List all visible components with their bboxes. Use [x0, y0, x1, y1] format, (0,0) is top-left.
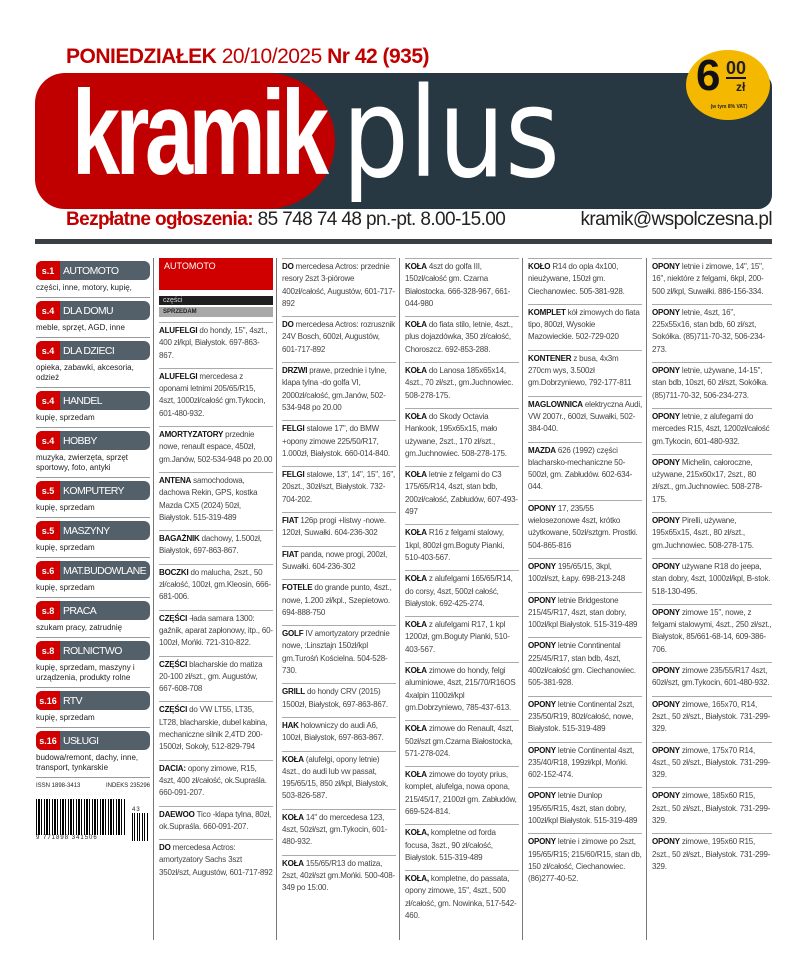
category-label: PRACA	[63, 604, 97, 617]
page-number: s.8	[36, 641, 60, 660]
ad-text: przednie nowe, renault espace, 450zł, gm.Janów, 502-534-948 po 20.00	[159, 430, 273, 464]
category-description: budowa/remont, dachy, inne, transport, tynkarskie	[36, 753, 139, 772]
classified-ad	[528, 558, 642, 592]
barcode-addon-bars	[132, 813, 148, 841]
ad-keyword: KOŁA	[405, 411, 427, 421]
ad-keyword: ANTENA	[159, 475, 192, 485]
classified-ad	[159, 322, 273, 368]
page-number: s.5	[36, 481, 60, 500]
page-number: s.5	[36, 521, 60, 540]
ad-keyword: KOŁA	[282, 812, 304, 822]
sidebar-item-usługi[interactable]	[36, 728, 150, 778]
ad-keyword: DAEWOO	[159, 809, 195, 819]
issn: ISSN 1898-3413	[36, 783, 81, 789]
ad-keyword: OPONY	[652, 516, 680, 526]
ad-text: zimowe, 165x70, R14, 2szt., 50 zł/szt., Białystok. 731-299-329.	[652, 699, 771, 734]
ad-text: do fiata stilo, letnie, 4szt., plus dojazdówka, 350 zł/całość, Choroszcz. 692-853-288.	[405, 320, 513, 354]
ad-keyword: DO	[282, 262, 294, 271]
ad-keyword: BAGAŻNIK	[159, 534, 200, 544]
barcode-number: 9 771898 341506	[36, 835, 98, 841]
category-description: kupię, sprzedam	[36, 503, 95, 512]
ad-text: (alufelgi, opony letnie) 4szt., do audi lub vw passat, 195/65/15, 850 zł/kpl, Białystok, 503-826-587.	[282, 754, 388, 801]
ad-text: używane R18 do jeepa, stan dobry, 4szt, 1000zł/kpl, B-stok. 518-130-495.	[652, 561, 771, 596]
sidebar-item-mat-budowlane[interactable]	[36, 558, 150, 598]
price-badge	[686, 50, 770, 120]
classified-ad	[405, 408, 519, 466]
classified-ad	[528, 500, 642, 558]
ad-keyword: CZĘŚCI	[159, 613, 188, 623]
ad-text: blacharskie do matiza 20-100 zł/szt., gm. Augustów, 667-608-708	[159, 659, 263, 694]
ads-column	[646, 258, 772, 940]
ad-keyword: KOŁA,	[405, 828, 429, 838]
category-label: HOBBY	[63, 434, 97, 447]
ad-keyword: ALUFELGI	[159, 371, 198, 381]
category-header[interactable]	[36, 691, 150, 710]
page-number: s.8	[36, 601, 60, 620]
sidebar-item-handel[interactable]	[36, 388, 150, 428]
ad-text: Pirelli, używane, 195x65x15, 4szt., 80 zł/szt., gm.Juchnowiec. 508-278-175.	[652, 516, 754, 550]
classified-ad	[159, 530, 273, 564]
ad-text: mercedesa Actros: przednie resory 2szt 3-piórowe 400zł/całość, Augustów, 601-717-892	[282, 262, 395, 308]
ad-keyword: OPONY	[528, 791, 556, 801]
classified-ad	[405, 824, 519, 870]
ads-column	[399, 258, 519, 940]
ad-keyword: GRILL	[282, 687, 305, 697]
page-number: s.4	[36, 301, 60, 320]
ad-keyword: KOŁA	[405, 320, 427, 330]
ad-text: zimowe 235/55/R17 4szt, 60zł/szt, gm.Tykocin, 601-480-932.	[652, 666, 770, 688]
page-number: s.16	[36, 731, 60, 750]
ad-text: letnie Bridgestone 215/45/R17, 4szt, stan dobry, 100zł/kpl Białystok. 515-319-489	[528, 595, 638, 630]
classified-ad	[652, 696, 772, 742]
ad-text: 195/65/15, 3kpl, 100zł/szt, Łapy. 698-213-248	[528, 561, 625, 584]
ad-text: letnie z felgami do C3 175/65/R14, 4szt, stan bdb, 200zł/całość, Zabłudów, 607-493-497	[405, 470, 518, 517]
phone-hours: 85 748 74 48 pn.-pt. 8.00-15.00	[257, 209, 506, 230]
ad-text: letnie Continental 4szt, 235/40/R18, 199zł/kpl, Mońki. 602-152-474.	[528, 745, 635, 780]
category-label: KOMPUTERY	[63, 484, 124, 497]
classified-ad	[282, 316, 396, 362]
ad-keyword: DO	[282, 320, 294, 330]
classified-ad	[282, 579, 396, 625]
ad-keyword: ALUFELGI	[159, 326, 198, 335]
category-label: MAT.BUDOWLANE	[63, 564, 147, 577]
classified-ad	[282, 420, 396, 466]
ad-text: 126p progi +listwy -nowe. 120zł, Suwałki. 604-236-302	[282, 516, 386, 538]
page-number: s.4	[36, 391, 60, 410]
ad-keyword: FOTELE	[282, 583, 313, 593]
ad-text: mercedesa Actros: amortyzatory Sachs 3szt 350zł/szt, Augustów, 601-717-892	[159, 843, 273, 877]
classified-ad	[282, 855, 396, 901]
ad-text: letnie, z alufegami do mercedes R15, 4szt, 1200zł/całość gm.Tykocin, 601-480-932.	[652, 411, 770, 446]
ad-keyword: OPONY	[652, 745, 680, 755]
sidebar-item-rtv[interactable]	[36, 688, 150, 728]
classified-ad	[282, 466, 396, 512]
ad-text: stalowe, 13", 14", 15", 16", 20szt., 30zł/szt, Białystok. 732-704-202.	[282, 470, 396, 504]
price-vat: (w tym 8% VAT)	[710, 104, 748, 110]
ad-keyword: KOŁA	[405, 620, 427, 630]
page-number: s.4	[36, 431, 60, 450]
price-whole: 6	[696, 51, 719, 100]
ad-keyword: KOŁA	[405, 262, 427, 271]
classified-ad	[652, 833, 772, 879]
barcode	[36, 799, 150, 841]
ad-text: zimowe do toyoty prius, komplet, alufelga, nowa opona, 215/45/17, 2100zł gm. Zabłudów, 669-524-814.	[405, 770, 517, 816]
page-number: s.4	[36, 341, 60, 360]
barcode-addon	[132, 807, 148, 841]
ad-keyword: FIAT	[282, 516, 299, 526]
classified-ad	[528, 258, 642, 304]
ad-keyword: KONTENER	[528, 353, 572, 363]
ad-text: holowniczy do audi A6, 100zł, Białystok, 697-863-867.	[282, 720, 384, 743]
classified-ad	[282, 512, 396, 546]
ad-keyword: OPONY	[528, 837, 556, 847]
ad-text: 4szt do golfa III, 150zł/całość gm. Czarna Białostocka. 666-328-967, 661-044-980	[405, 262, 511, 308]
email-link[interactable]: kramik@wspolczesna.pl	[580, 209, 772, 230]
ad-keyword: DACIA:	[159, 763, 186, 773]
classified-ad	[528, 442, 642, 500]
classified-ad	[652, 742, 772, 788]
ad-text: do Lanosa 185x65x14, 4szt., 70 zł/szt., gm.Juchnowiec. 508-278-175.	[405, 366, 514, 400]
classified-ad	[528, 592, 642, 638]
classified-ad	[652, 558, 772, 604]
classified-ad	[528, 742, 642, 788]
ad-keyword: OPONY	[652, 791, 680, 801]
ad-keyword: DO	[159, 843, 171, 853]
classified-ad	[652, 787, 772, 833]
classified-ad	[282, 362, 396, 420]
ad-keyword: FIAT	[282, 549, 299, 559]
category-description: muzyka, zwierzęta, sprzęt sportowy, foto, antyki	[36, 453, 129, 472]
classified-ad	[652, 662, 772, 696]
ad-keyword: OPONY	[528, 641, 556, 651]
classified-ad	[405, 766, 519, 824]
ad-keyword: OPONY	[652, 307, 680, 317]
category-label: DLA DOMU	[63, 304, 114, 317]
classified-ad	[405, 362, 519, 408]
ad-keyword: HAK	[282, 720, 299, 730]
category-index	[36, 258, 150, 841]
section-header: AUTOMOTO	[159, 258, 273, 290]
ad-text: z alufelgami R17, 1 kpl 1200zł, gm.Boguty Pianki, 510-403-567.	[405, 620, 510, 654]
ad-keyword: KOŁA	[282, 754, 304, 764]
classified-ad	[405, 720, 519, 766]
ad-text: letnie Conntinental 225/45/R17, stan bdb, 4szt, 400zł/całość gm. Ciechanowiec. 505-381-928.	[528, 641, 636, 688]
classified-ad	[159, 472, 273, 530]
logo-kramik: kramik	[72, 66, 325, 200]
ad-text: opony zimowe, R15, 4szt, 400 zł/całość, ok.Supraśla. 660-091-207.	[159, 763, 267, 798]
category-description: opieka, zabawki, akcesoria, odzież	[36, 363, 134, 382]
ad-keyword: KOŁA	[405, 666, 427, 676]
ad-text: do grande punto, 4szt., nowe, 1.200 zł/kpl., Szepietowo. 694-888-750	[282, 583, 392, 617]
category-header[interactable]	[36, 431, 150, 450]
issue-day: PONIEDZIAŁEK	[66, 45, 217, 68]
ad-text: z busa, 4x3m 270cm wys, 3.500zł gm.Dobrzyniewo, 792-177-811	[528, 353, 632, 388]
free-ads-label: Bezpłatne ogłoszenia:	[66, 209, 253, 230]
classified-ad	[159, 839, 273, 885]
category-header[interactable]	[36, 521, 150, 540]
sidebar-item-maszyny[interactable]	[36, 518, 150, 558]
logo-plus: plus	[342, 62, 560, 206]
ad-keyword: KOŁA	[405, 724, 427, 734]
ad-text: prawe, przednie i tylne, klapa tylna -do golfa VI, 2000zł/całość, gm.Janów, 502-534-948 po 20.00	[282, 366, 387, 412]
ad-text: zimowe, 185x60 R15, 2szt., 50 zł/szt., Białystok. 731-299-329.	[652, 791, 771, 825]
ad-text: zimowe, 175x70 R14, 4szt., 50 zł/szt., Białystok. 731-299-329.	[652, 745, 771, 780]
ad-keyword: CZĘŚCI	[159, 705, 188, 715]
ad-text: R14 do opla 4x100, nieużywane, 150zł gm. Ciechanowiec. 505-381-928.	[528, 262, 625, 296]
classified-ad	[159, 426, 273, 472]
ad-keyword: OPONY	[652, 262, 680, 271]
ad-keyword: OPONY	[652, 457, 680, 467]
classified-ad	[405, 466, 519, 524]
ad-text: kompletne od forda focusa, 3szt., 90 zł/całość, Białystok. 515-319-489	[405, 828, 496, 862]
classified-ad	[405, 524, 519, 570]
ad-keyword: CZĘŚCI	[159, 659, 188, 669]
sidebar-item-rolnictwo[interactable]	[36, 638, 150, 688]
ad-keyword: KOŁA	[405, 470, 427, 480]
ad-keyword: KOŁA	[405, 366, 427, 376]
ad-keyword: OPONY	[528, 699, 556, 709]
sidebar-item-automoto[interactable]	[36, 258, 150, 298]
sidebar-item-praca[interactable]	[36, 598, 150, 638]
ad-text: samochodowa, dachowa Rekin, GPS, kostka Mazda CX5 (2024) 50zł, Białystok. 515-319-489	[159, 475, 258, 522]
header-divider	[35, 239, 772, 244]
ad-text: Tico -klapa tylna, 80zł, ok.Supraśla. 660-091-207.	[159, 809, 272, 831]
category-header[interactable]	[36, 261, 150, 280]
classified-ad	[405, 662, 519, 720]
ads-column	[276, 258, 396, 940]
classified-ad	[159, 701, 273, 759]
ad-keyword: OPONY	[528, 561, 556, 571]
classified-ad	[405, 258, 519, 316]
ad-keyword: KOŁA	[405, 770, 427, 780]
category-description: części, inne, motory, kupię,	[36, 283, 132, 292]
ad-text: zimowe, 195x60 R15, 2szt., 50 zł/szt., Białystok. 731-299-329.	[652, 837, 771, 871]
ad-keyword: GOLF	[282, 629, 304, 639]
category-header[interactable]	[36, 641, 150, 660]
issue-number: Nr 42 (935)	[327, 45, 430, 68]
barcode-bars	[36, 799, 126, 835]
ad-keyword: OPONY	[652, 699, 680, 709]
ad-text: 17, 235/55 wielosezonowe 4szt, krótko użytkowane, 50zł/sztgm. Prostki. 504-865-816	[528, 503, 638, 550]
ad-text: 14" do mercedesa 123, 4szt, 50zł/szt, gm.Tykocin, 601-480-932.	[282, 812, 388, 847]
category-label: HANDEL	[63, 394, 102, 407]
ad-text: mercedesa z oponami letnimi 205/65/R15, 4szt, 1000zł/całość gm.Tykocin, 601-480-932.	[159, 371, 266, 418]
ad-text: do hondy CRV (2015) 1500zł, Białystok, 697-863-867.	[282, 687, 388, 709]
classified-ad	[652, 512, 772, 558]
sidebar-item-hobby[interactable]	[36, 428, 150, 478]
ad-text: do VW LT55, LT35, LT28, blacharskie, dubel kabina, mechaniczne silnik 2,4TD 200-1500zł, Sokoły, 512-829-794	[159, 705, 268, 752]
ad-keyword: AMORTYZATORY	[159, 430, 224, 440]
ad-text: zimowe do Renault, 4szt, 50zł/szt gm.Czarna Białostocka, 571-278-024.	[405, 724, 514, 758]
category-label: AUTOMOTO	[63, 264, 119, 277]
ads-column	[522, 258, 642, 940]
ad-text: letnie Dunlop 195/65/R15, 4szt, stan dobry, 100zł/kpl Białystok. 515-319-489	[528, 791, 638, 825]
price-cents: 00	[726, 58, 747, 78]
ad-text: panda, nowe progi, 200zł, Suwałki. 604-236-302	[282, 549, 388, 571]
ad-keyword: OPONY	[652, 366, 680, 376]
ad-text: kompletne, do passata, opony zimowe, 15", 4szt., 500 zł/całość, gm. Nowinka, 517-542-460.	[405, 874, 517, 921]
classified-ad	[282, 751, 396, 809]
ad-keyword: KOŁO	[528, 262, 551, 271]
contact-line	[66, 208, 772, 232]
ad-text: IV amortyzatory przednie nowe, :Linsztajn 150zł/kpl gm.Turośń Kościelna. 504-528-730.	[282, 629, 390, 676]
classified-ad	[652, 258, 772, 304]
ad-keyword: OPONY	[652, 666, 680, 676]
classified-ad	[282, 683, 396, 717]
ad-text: letnie, używane, 14-15", stan bdb, 10szt, 60 zł/szt, Sokółka. (85)711-70-32, 506-234-273.	[652, 366, 768, 400]
ad-text: letnie i zimowe po 2szt, 195/65/R15; 215/60/R15, stan db, 150 zł/całość, Ciechanowiec. (86)277-40-52.	[528, 837, 642, 884]
classified-ad	[282, 809, 396, 855]
subsection-type: SPRZEDAM	[159, 307, 273, 317]
ad-keyword: OPONY	[652, 607, 680, 617]
category-header[interactable]	[36, 481, 150, 500]
ad-keyword: OPONY	[652, 837, 680, 847]
category-header[interactable]	[36, 391, 150, 410]
ad-keyword: KOMPLET	[528, 307, 566, 317]
ad-keyword: OPONY	[652, 411, 680, 421]
ad-keyword: KOŁA	[282, 858, 304, 868]
category-label: ROLNICTWO	[63, 644, 122, 657]
classified-ad	[282, 625, 396, 683]
classified-ad	[528, 637, 642, 695]
ad-text: mercedesa Actros: rozrusznik 24V Bosch, 600zł, Augustów, 601-717-892	[282, 320, 395, 354]
classified-ad	[652, 604, 772, 662]
index-number: INDEKS 235296	[105, 783, 150, 789]
page-number: s.6	[36, 561, 60, 580]
classified-ad	[405, 570, 519, 616]
ad-text: letnie i zimowe, 14", 15", 16", niektóre z felgami, 6kpl, 200-500 zł/kpl, Suwałki. 886-156-334.	[652, 262, 764, 296]
category-description: meble, sprzęt, AGD, inne	[36, 323, 125, 332]
category-header[interactable]	[36, 601, 150, 620]
classified-ad	[159, 760, 273, 806]
ad-keyword: OPONY	[528, 595, 556, 605]
classified-ad	[159, 564, 273, 610]
ad-text: letnie Continental 2szt, 235/50/R19, 80zł/całość, nowe, Białystok. 515-319-489	[528, 699, 635, 734]
classified-ad	[282, 258, 396, 316]
ad-text: dachowy, 1.500zł, Białystok, 697-863-867.	[159, 534, 262, 556]
category-header[interactable]	[36, 341, 150, 360]
barcode-main	[36, 799, 126, 841]
ad-keyword: FELGI	[282, 424, 305, 434]
category-label: DLA DZIECI	[63, 344, 115, 357]
page-number: s.1	[36, 261, 60, 280]
classified-ad	[528, 787, 642, 833]
category-description: kupię, sprzedam	[36, 713, 95, 722]
classified-ad	[652, 408, 772, 454]
issue-date: 20/10/2025	[221, 45, 322, 68]
ad-text: zimowe do hondy, felgi aluminiowe, 4szt, 215/70/R16OS 4xalpin 1100zł/kpl gm.Dobrzyniewo, 785-437-613.	[405, 666, 516, 712]
classified-ad	[405, 616, 519, 662]
classified-ad	[528, 696, 642, 742]
ad-keyword: MAGLOWNICA	[528, 399, 583, 409]
sidebar-item-komputery[interactable]	[36, 478, 150, 518]
classified-ad	[282, 717, 396, 751]
ad-text: letnie, 4szt, 16", 225x55x16, stan bdb, 60 zł/szt, Sokółka. (85)711-70-32, 506-234-273.	[652, 307, 766, 354]
ad-keyword: MAZDA	[528, 445, 556, 455]
category-label: RTV	[63, 694, 83, 707]
category-description: kupię, sprzedam, maszyny i urządzenia, produkty rolne	[36, 663, 135, 682]
ad-keyword: OPONY	[528, 503, 556, 513]
sidebar-item-dla-dzieci[interactable]	[36, 338, 150, 388]
classified-ad	[528, 304, 642, 350]
category-description: kupię, sprzedam	[36, 413, 95, 422]
classified-ad	[528, 833, 642, 891]
page-number: s.16	[36, 691, 60, 710]
ad-text: Michelin, całoroczne, używane, 215x60x17, 2szt., 80 zł/szt., gm.Juchnowiec. 508-278-175.	[652, 457, 763, 504]
category-description: kupię, sprzedam	[36, 543, 95, 552]
sidebar-item-dla-domu[interactable]	[36, 298, 150, 338]
classified-ad	[528, 396, 642, 442]
ad-text: elektryczna Audi, VW 2007r., 600zł, Suwałki, 502-384-040.	[528, 399, 642, 434]
issn-row	[36, 783, 150, 789]
ad-text: do hondy, 15", 4szt., 400 zł/kpl, Białystok. 697-863-867.	[159, 326, 268, 360]
classified-ad	[159, 656, 273, 702]
price-currency: zł	[736, 80, 746, 94]
ad-text: R16 z felgami stalowy, 1kpl, 800zł gm.Boguty Pianki, 510-403-567.	[405, 528, 505, 562]
category-description: szukam pracy, zatrudnię	[36, 623, 123, 632]
category-label: MASZYNY	[63, 524, 110, 537]
ad-text: -łada samara 1300: gaźnik, aparat zapłonowy, itp., 60-100zł, Mońki. 721-310-822.	[159, 613, 273, 648]
ad-keyword: KOŁA,	[405, 874, 429, 884]
ad-text: do Skody Octavia Hankook, 195x65x15, mało używane, 2szt., 170 zł/szt., gm.Juchnowiec. 508-278-175.	[405, 411, 507, 458]
classified-ad	[405, 870, 519, 928]
classified-ad	[159, 610, 273, 656]
category-header[interactable]	[36, 301, 150, 320]
ads-column	[153, 258, 273, 940]
ad-text: z alufelgami 165/65/R14, do corsy, 4szt, 500zł całość, Białystok. 692-425-274.	[405, 574, 513, 608]
ad-keyword: KOŁA	[405, 528, 427, 538]
subsection-header: części	[159, 296, 273, 305]
classified-ad	[528, 350, 642, 396]
ad-text: zimowe 15'', nowe, z felgami stalowymi, 4szt., 250 zł/szt., Białystok, 85/661-68-14, 609-386-706.	[652, 607, 772, 654]
ad-keyword: KOŁA	[405, 574, 427, 584]
classified-ad	[652, 362, 772, 408]
ad-keyword: DRZWI	[282, 366, 308, 376]
classified-ad	[405, 316, 519, 362]
classified-ad	[652, 454, 772, 512]
category-label: USŁUGI	[63, 734, 99, 747]
ad-keyword: OPONY	[528, 745, 556, 755]
category-description: kupię, sprzedam	[36, 583, 95, 592]
ad-keyword: FELGI	[282, 470, 305, 480]
classified-ad	[282, 546, 396, 580]
classified-ad	[159, 368, 273, 426]
ad-text: do malucha, 2szt., 50 zł/całość, 100zł, gm.Kleosin, 666-681-006.	[159, 567, 271, 602]
ad-text: stalowe 17", do BMW +opony zimowe 225/50/R17, 1.000zł, Białystok. 660-014-840.	[282, 424, 390, 458]
barcode-addon-number: 43	[132, 807, 141, 813]
ad-keyword: BOCZKI	[159, 567, 189, 577]
ad-text: 626 (1992) części blacharsko-mechaniczne 50-500zł, gm. Zabłudów. 602-634-044.	[528, 445, 633, 492]
category-header[interactable]	[36, 731, 150, 750]
classified-ad	[159, 806, 273, 840]
category-header[interactable]	[36, 561, 150, 580]
classified-ad	[652, 304, 772, 362]
ad-text: kół zimowych do fiata tipo, 800zł, Wysokie Mazowieckie. 502-729-020	[528, 307, 640, 342]
ad-text: 155/65/R13 do matiza, 2szt, 40zł/szt gm.Mońki. 500-408-349 po 15:00.	[282, 858, 396, 893]
ad-keyword: OPONY	[652, 561, 680, 571]
